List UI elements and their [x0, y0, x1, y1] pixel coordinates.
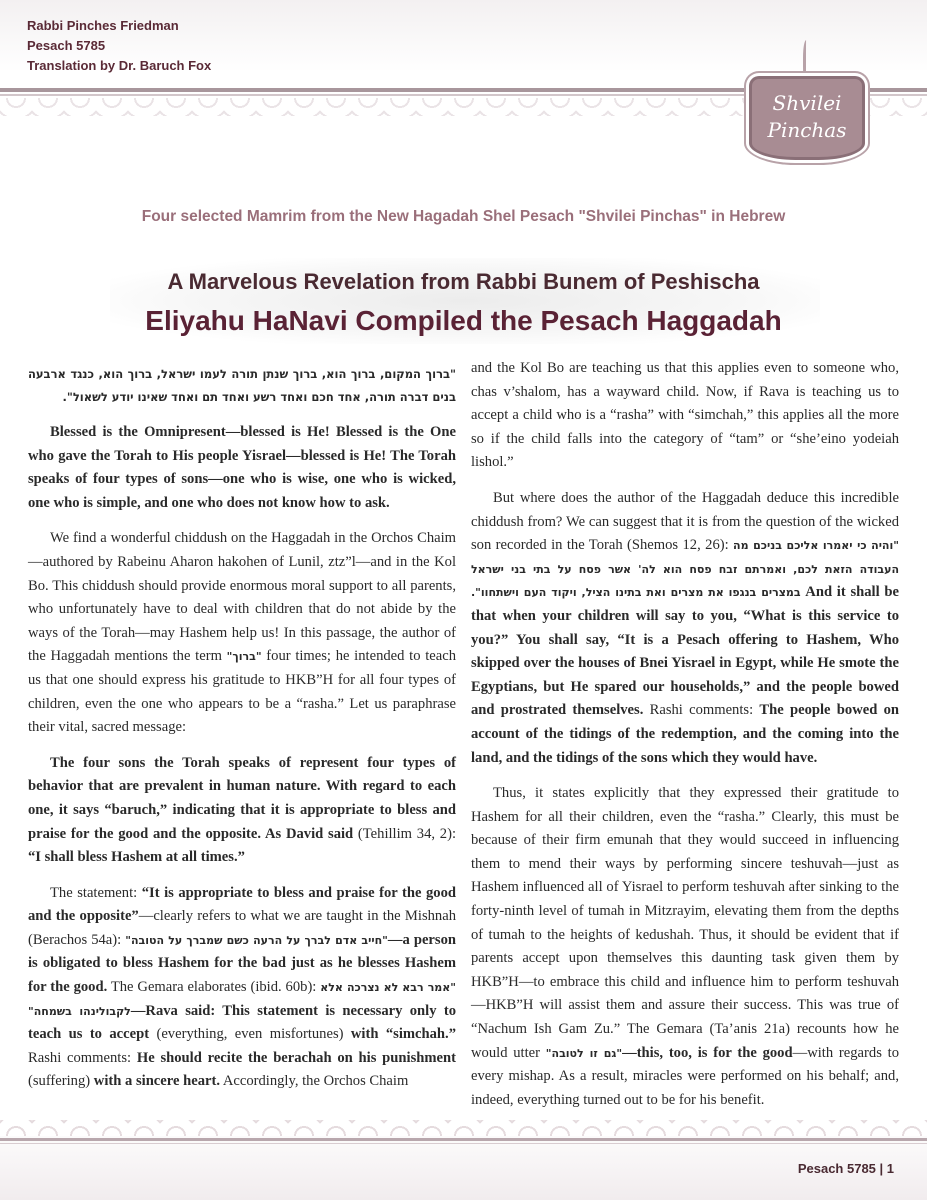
paragraph — [471, 487, 899, 770]
shvilei-pinchas-logo — [737, 40, 877, 170]
hebrew-quote: "ברוך" — [226, 650, 262, 664]
text-run: Thus, it states explicitly that they expressed their gratitude to Hashem for all their children, even the “rasha.” Clearly, this must be because of their firm emunah that they would succeed in influencing them to mend their ways by performing sincere teshuvah—just as Hashem influenced all of Yisrael to perform teshuvah after sinking to the forty-ninth level of tumah in Mitzrayim, elevating them from the depths of tumah to the heights of kedushah. Thus, it should be evident that if parents accept upon themselves this daunting task given them by HKB”H—to embrace this child and influence him to perform teshuvah—HKB”H will assist them and assure their success. This was true of “Nachum Ish Gam Zu.” The Gemara (Ta’anis 21a) recounts how he would utter — [471, 785, 899, 1061]
paragraph — [471, 782, 899, 1112]
author: Rabbi Pinches Friedman — [27, 18, 179, 33]
text-run: The Gemara elaborates (ibid. 60b): — [107, 979, 321, 996]
bold-text: “I shall bless Hashem at all times.” — [28, 849, 245, 866]
footer-rule-thin — [0, 1143, 927, 1144]
logo-line2: Pinchas — [767, 118, 847, 142]
hebrew-quote: "ברוך המקום, ברוך הוא, ברוך שנתן תורה לעמו ישראל, ברוך הוא, כנגד ארבעה בנים דברה תורה, אחד חכם ואחד רשע ואחד תם ואחד שאינו יודע לשאול". — [28, 367, 456, 404]
logo-line1: Shvilei — [772, 91, 842, 115]
hebrew-quote: "אמר רבא לא נצרכה אלא לקבולינהו בשמחה" — [28, 981, 457, 1018]
bold-text: with a sincere heart. — [93, 1073, 220, 1090]
text-run: We find a wonderful chiddush on the Haggadah in the Orchos Chaim—authored by Rabeinu Aharon hakohen of Lunil, ztz”l—and in the Kol Bo. This chiddush should provide enormous moral support to all parents, who unfortunately have to deal with children that do not abide by the ways of the Torah—may Hashem help us! In this passage, the author of the Haggadah mentions the term — [28, 530, 456, 665]
text-run: The statement: — [50, 884, 142, 901]
text-run: —clearly refers to what we are taught in the Mishnah (Berachos 54a): — [28, 908, 456, 948]
bold-text: Blessed is the Omnipresent—blessed is He! Blessed is the One who gave the Torah to His people Yisrael—blessed is He! The Torah speaks of four types of sons—one who is wise, one who is wicked, one who is simple, and one who does not know how to ask. — [28, 424, 456, 511]
text-run: But where does the author of the Haggadah deduce this incredible chiddush from? We can suggest that it is from the question of the wicked son recorded in the Torah (Shemos 12, 26): — [471, 489, 899, 554]
bold-text: —a person is obligated to bless Hashem for the bad just as he blesses Hashem for the good. — [28, 931, 456, 996]
bold-text: And it shall be that when your children will say to you, “What is this service to you?” You shall say, “It is a Pesach offering to Hashem, Who skipped over the houses of Bnei Yisrael in Egypt, while He smote the Egyptians, but He spared our households,” and the people bowed and prostrated themselves. — [471, 584, 899, 719]
text-run: Accordingly, the Orchos Chaim — [219, 1073, 409, 1090]
paragraph — [471, 357, 899, 475]
bold-text: “It is appropriate to bless and praise for the good and the opposite” — [28, 884, 457, 925]
bold-text: —this, too, is for the good — [622, 1044, 793, 1061]
bold-text: The people bowed on account of the tidings of the redemption, and the coming into the land, and the tidings of the sons which they would have. — [471, 702, 899, 766]
left-column — [28, 363, 456, 1106]
paragraph — [28, 882, 456, 1094]
footer-ornament — [0, 1120, 927, 1136]
text-run: Rashi comments: — [28, 1049, 137, 1066]
page-number: Pesach 5785 | 1 — [797, 1161, 894, 1176]
title-line1: A Marvelous Revelation from Rabbi Bunem of Peshischa — [167, 269, 760, 294]
bold-text: —Rava said: This statement is necessary only to teach us to accept — [28, 1002, 456, 1043]
footer-rule — [0, 1138, 927, 1141]
header-meta — [27, 16, 211, 76]
hebrew-quote: "גם זו לטובה" — [545, 1046, 623, 1060]
page-title: Eliyahu HaNavi Compiled the Pesach Haggadah — [145, 305, 782, 336]
translator: Translation by Dr. Baruch Fox — [27, 58, 212, 73]
right-column — [471, 357, 899, 1124]
paragraph — [28, 752, 456, 870]
text-run: and the Kol Bo are teaching us that this applies even to someone who, chas v’shalom, has a wayward child. Now, if Rava is teaching us to accept a child who is a “rasha” with “simchah,” this applies all the more so if the child falls into the category of “tam” or “she’eino yodeiah lishol.” — [471, 360, 899, 471]
text-run: four times; he intended to teach us that one should express his gratitude to HKB”H for all four types of children, even the one who appears to be a “rasha.” Let us paraphrase their vital, sacred message: — [28, 648, 456, 736]
edition: Pesach 5785 — [27, 38, 106, 53]
text-run: Rashi comments: — [643, 702, 760, 719]
hebrew-quote: "והיה כי יאמרו אליכם בניכם מה העבודה הזאת לכם, ואמרתם זבח פסח הוא לה' אשר פסח על בתי בני ישראל במצרים בנגפו את מצרים ואת בתינו הציל, ויקוד העם וישתחוו". — [471, 539, 899, 600]
text-run: (everything, even misfortunes) — [149, 1026, 351, 1043]
subtitle: Four selected Mamrim from the New Hagadah Shel Pesach "Shvilei Pinchas" in Hebrew — [141, 208, 786, 225]
paragraph — [28, 363, 456, 409]
paragraph — [28, 527, 456, 739]
text-run: (suffering) — [28, 1073, 94, 1090]
bold-text: He should recite the berachah on his punishment — [136, 1049, 456, 1066]
bold-text: with “simchah.” — [350, 1026, 456, 1043]
bold-text: The four sons the Torah speaks of represent four types of behavior that are prevalent in human nature. With regard to each one, it says “baruch,” indicating that it is appropriate to bless and praise for the good and the opposite. As David said — [28, 754, 456, 842]
text-run: —with regards to every mishap. As a result, miracles were performed on his behalf; and, indeed, everything turned out to be for his benefit. — [471, 1044, 899, 1108]
hebrew-quote: "חייב אדם לברך על הרעה כשם שמברך על הטובה" — [125, 933, 388, 947]
text-run: (Tehillim 34, 2): — [357, 825, 456, 842]
paragraph — [28, 421, 456, 515]
